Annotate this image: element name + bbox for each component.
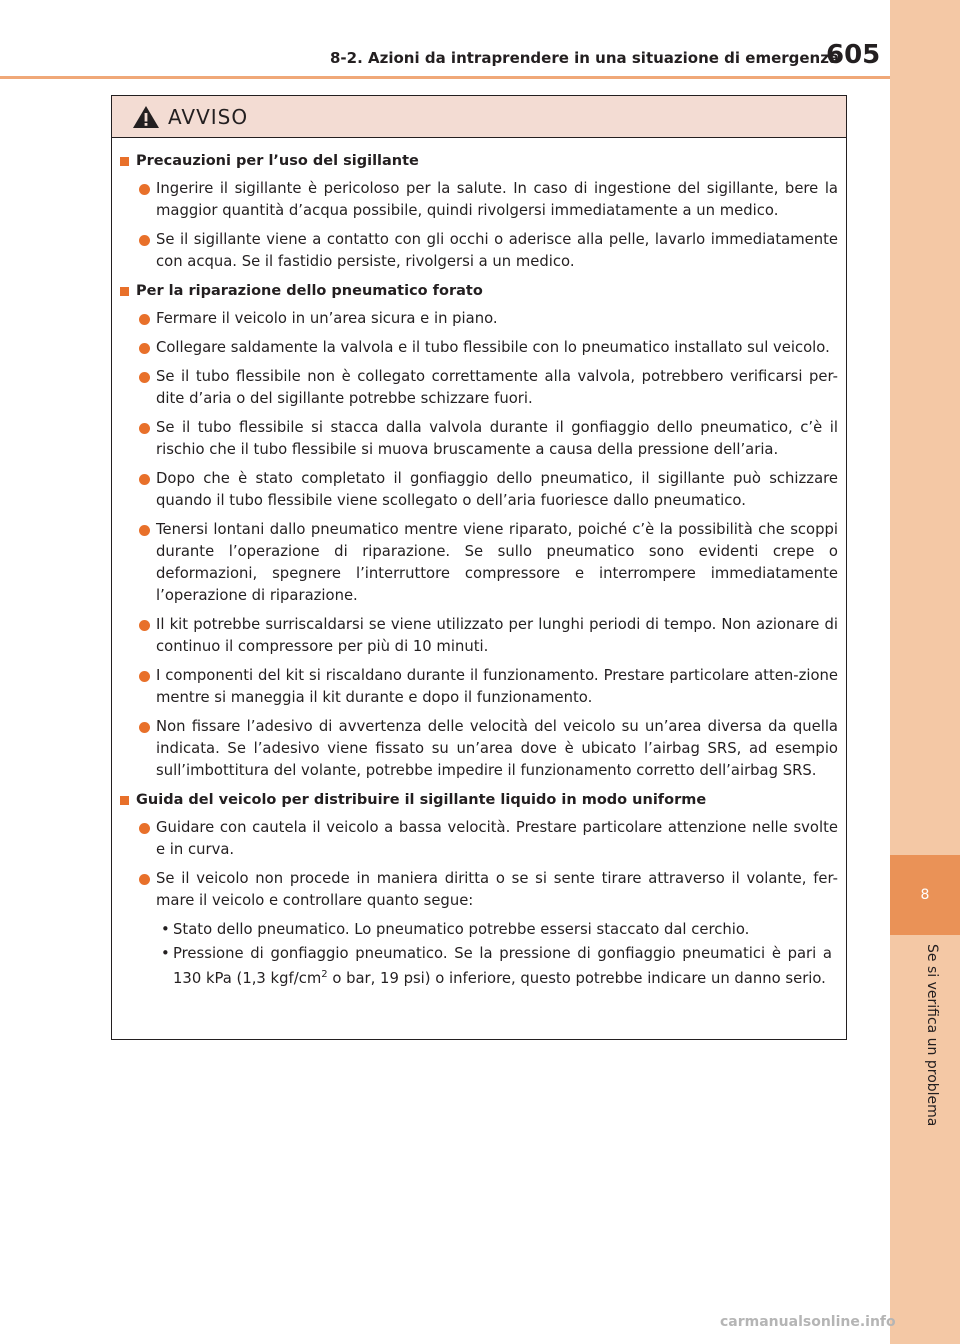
square-bullet-icon — [120, 796, 129, 805]
warning-body — [112, 138, 846, 991]
square-bullet-icon — [120, 287, 129, 296]
round-bullet-icon — [139, 823, 150, 834]
list-item — [120, 716, 838, 782]
sub-list-item — [120, 941, 838, 991]
section-title-text: Per la riparazione dello pneumatico forato — [136, 283, 483, 299]
sub-list-item — [120, 919, 838, 941]
round-bullet-icon — [139, 671, 150, 682]
list-item — [120, 817, 838, 861]
list-item — [120, 665, 838, 709]
sub-list-item-text-end: o bar, 19 psi) o inferiore, questo potrebbe indicare un danno serio. — [327, 970, 826, 987]
warning-triangle-icon — [132, 105, 160, 129]
list-item-text: Dopo che è stato completato il gonfiaggio dello pneumatico, il sigillante può schizzare quando il tubo flessibile viene scollegato o dell’aria fuoriesce dallo pneumatico. — [156, 470, 838, 509]
chapter-number-tab[interactable] — [890, 855, 960, 935]
warning-title: AVVISO — [168, 104, 249, 129]
chapter-side-label: Se si verifica un problema — [924, 944, 940, 1127]
superscript-two: 2 — [321, 969, 328, 981]
list-item-text: Se il veicolo non procede in maniera diritta o se si sente tirare attraverso il volante, fer-mare il veicolo e controllare quanto segue: — [156, 870, 838, 909]
list-item-text: Se il sigillante viene a contatto con gli occhi o aderisce alla pelle, lavarlo immediatamente con acqua. Se il fastidio persiste, rivolgersi a un medico. — [156, 231, 838, 270]
section-title-text: Guida del veicolo per distribuire il sigillante liquido in modo uniforme — [136, 792, 707, 808]
section-tire-repair — [120, 280, 838, 782]
list-item — [120, 178, 838, 222]
list-item — [120, 519, 838, 607]
section-driving-uniform — [120, 789, 838, 991]
round-bullet-icon — [139, 874, 150, 885]
page-number: 605 — [826, 40, 881, 70]
round-bullet-icon — [139, 314, 150, 325]
list-item-text: I componenti del kit si riscaldano durante il funzionamento. Prestare particolare atten-zione mentre si maneggia il kit durante e dopo il funzionamento. — [156, 667, 838, 706]
chapter-number: 8 — [920, 887, 930, 903]
sub-list-item-text: Stato dello pneumatico. Lo pneumatico potrebbe essersi staccato dal cerchio. — [173, 921, 750, 938]
list-item-text: Collegare saldamente la valvola e il tubo flessibile con lo pneumatico installato sul veicolo. — [156, 339, 830, 356]
round-bullet-icon — [139, 184, 150, 195]
list-item — [120, 614, 838, 658]
warning-box — [111, 95, 847, 1040]
square-bullet-icon — [120, 157, 129, 166]
dot-bullet-icon: • — [161, 945, 170, 962]
list-item — [120, 337, 838, 359]
page-header-title: 8-2. Azioni da intraprendere in una situazione di emergenza — [330, 49, 840, 67]
list-item — [120, 468, 838, 512]
round-bullet-icon — [139, 372, 150, 383]
section-sealant-precautions — [120, 150, 838, 273]
list-item — [120, 417, 838, 461]
round-bullet-icon — [139, 423, 150, 434]
round-bullet-icon — [139, 722, 150, 733]
section-title — [120, 789, 838, 811]
list-item — [120, 229, 838, 273]
list-item-text: Guidare con cautela il veicolo a bassa velocità. Prestare particolare attenzione nelle svolte e in curva. — [156, 819, 838, 858]
section-title-text: Precauzioni per l’uso del sigillante — [136, 153, 419, 169]
list-item-text: Fermare il veicolo in un’area sicura e in piano. — [156, 310, 498, 327]
sub-list-item-text-start: Pressione di gonfiaggio pneumatico. Se la pressione di gonfiaggio pneumatici è pari a 130 kPa (1,3 kgf/cm — [173, 945, 832, 987]
round-bullet-icon — [139, 525, 150, 536]
list-item-text: Tenersi lontani dallo pneumatico mentre viene riparato, poiché c’è la possibilità che scoppi durante l’operazione di riparazione. Se sullo pneumatico sono evidenti crepe o deformazioni, spegnere l’interruttore compressore e interrompere immediatamente l’operazione di riparazione. — [156, 521, 838, 604]
section-title — [120, 150, 838, 172]
round-bullet-icon — [139, 474, 150, 485]
list-item — [120, 366, 838, 410]
list-item — [120, 308, 838, 330]
list-item-text: Ingerire il sigillante è pericoloso per la salute. In caso di ingestione del sigillante, bere la maggior quantità d’acqua possibile, quindi rivolgersi immediatamente a un medico. — [156, 180, 838, 219]
section-title — [120, 280, 838, 302]
round-bullet-icon — [139, 235, 150, 246]
list-item-text: Se il tubo flessibile si stacca dalla valvola durante il gonfiaggio dello pneumatico, c’è il rischio che il tubo flessibile si muova bruscamente a causa della pressione dell’aria. — [156, 419, 838, 458]
header-rule — [0, 76, 890, 79]
warning-header — [112, 96, 846, 138]
round-bullet-icon — [139, 620, 150, 631]
list-item-text: Il kit potrebbe surriscaldarsi se viene utilizzato per lunghi periodi di tempo. Non azionare di continuo il compressore per più di 10 minuti. — [156, 616, 838, 655]
list-item-text: Se il tubo flessibile non è collegato correttamente alla valvola, potrebbero verificarsi per-dite d’aria o del sigillante potrebbe schizzare fuori. — [156, 368, 838, 407]
list-item-text: Non fissare l’adesivo di avvertenza delle velocità del veicolo su un’area diversa da quella indicata. Se l’adesivo viene fissato su un’area dove è ubicato l’airbag SRS, ad esempio sull’imbottitura del volante, potrebbe impedire il funzionamento corretto dell’airbag SRS. — [156, 718, 838, 779]
watermark: carmanualsonline.info — [720, 1314, 896, 1330]
round-bullet-icon — [139, 343, 150, 354]
list-item — [120, 868, 838, 912]
dot-bullet-icon: • — [161, 921, 170, 938]
